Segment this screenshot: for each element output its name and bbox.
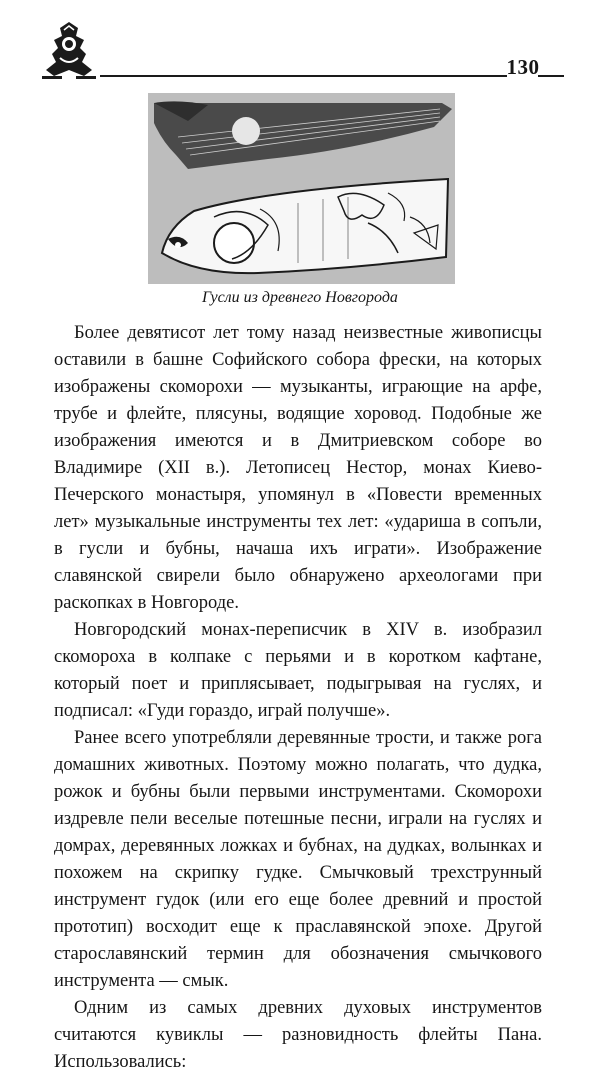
paragraph: Ранее всего употребляли деревянные трости, и также рога домашних животных. Поэтому можно полагать, что дудка, рожок и бубны были первыми инструментами. Скоморохи издревле пели веселые потешные песни, играли на гуслях и домрах, деревянных ложках и бубнах, на дудках, волынках и похожем на скрипку гудке. Смычковый трехструнный инструмент гудок (или его еще более древний и простой прототип) восходит еще к праславянской эпохе. Другой старославянский термин для обозначения смычкового инструмента — смык. [54, 728, 542, 991]
paragraph: Более девятисот лет тому назад неизвестные живописцы оставили в башне Софийского собора фрески, на которых изображены скоморохи — музыканты, играющие на арфе, трубе и флейте, плясуны, водящие хоровод. Подобные же изображения имеются и в Дмитриевском соборе во Владимире (XII в.). Летописец Нестор, монах Киево-Печерского монастыря, упомянул в «Повести временных лет» музыкальные инструменты тех лет: «удариша в сопъли, в гусли и бубны, начаша ихъ играти». Изображение славянской свирели было обнаружено археологами при раскопках в Новгороде. [54, 323, 542, 613]
paragraph: Одним из самых древних духовых инструментов считаются кувиклы — разновидность флейты Пана. Использовались: [54, 998, 542, 1072]
gusli-photo [154, 101, 452, 169]
page-number: 130 [506, 55, 540, 79]
body-text [54, 320, 542, 1076]
gusli-figure [148, 93, 455, 284]
skomorokh-ornament-icon [38, 18, 100, 82]
header-rule-tail [538, 75, 564, 77]
figure-caption: Гусли из древнего Новгорода [202, 289, 398, 306]
paragraph: Новгородский монах-переписчик в XIV в. изобразил скомороха в колпаке с перьями и в коротком кафтане, который поет и приплясывает, подыгрывая на гуслях, и подписал: «Гуди гораздо, играй получше». [54, 620, 542, 721]
gusli-drawing [162, 179, 448, 273]
header-rule [100, 75, 507, 77]
